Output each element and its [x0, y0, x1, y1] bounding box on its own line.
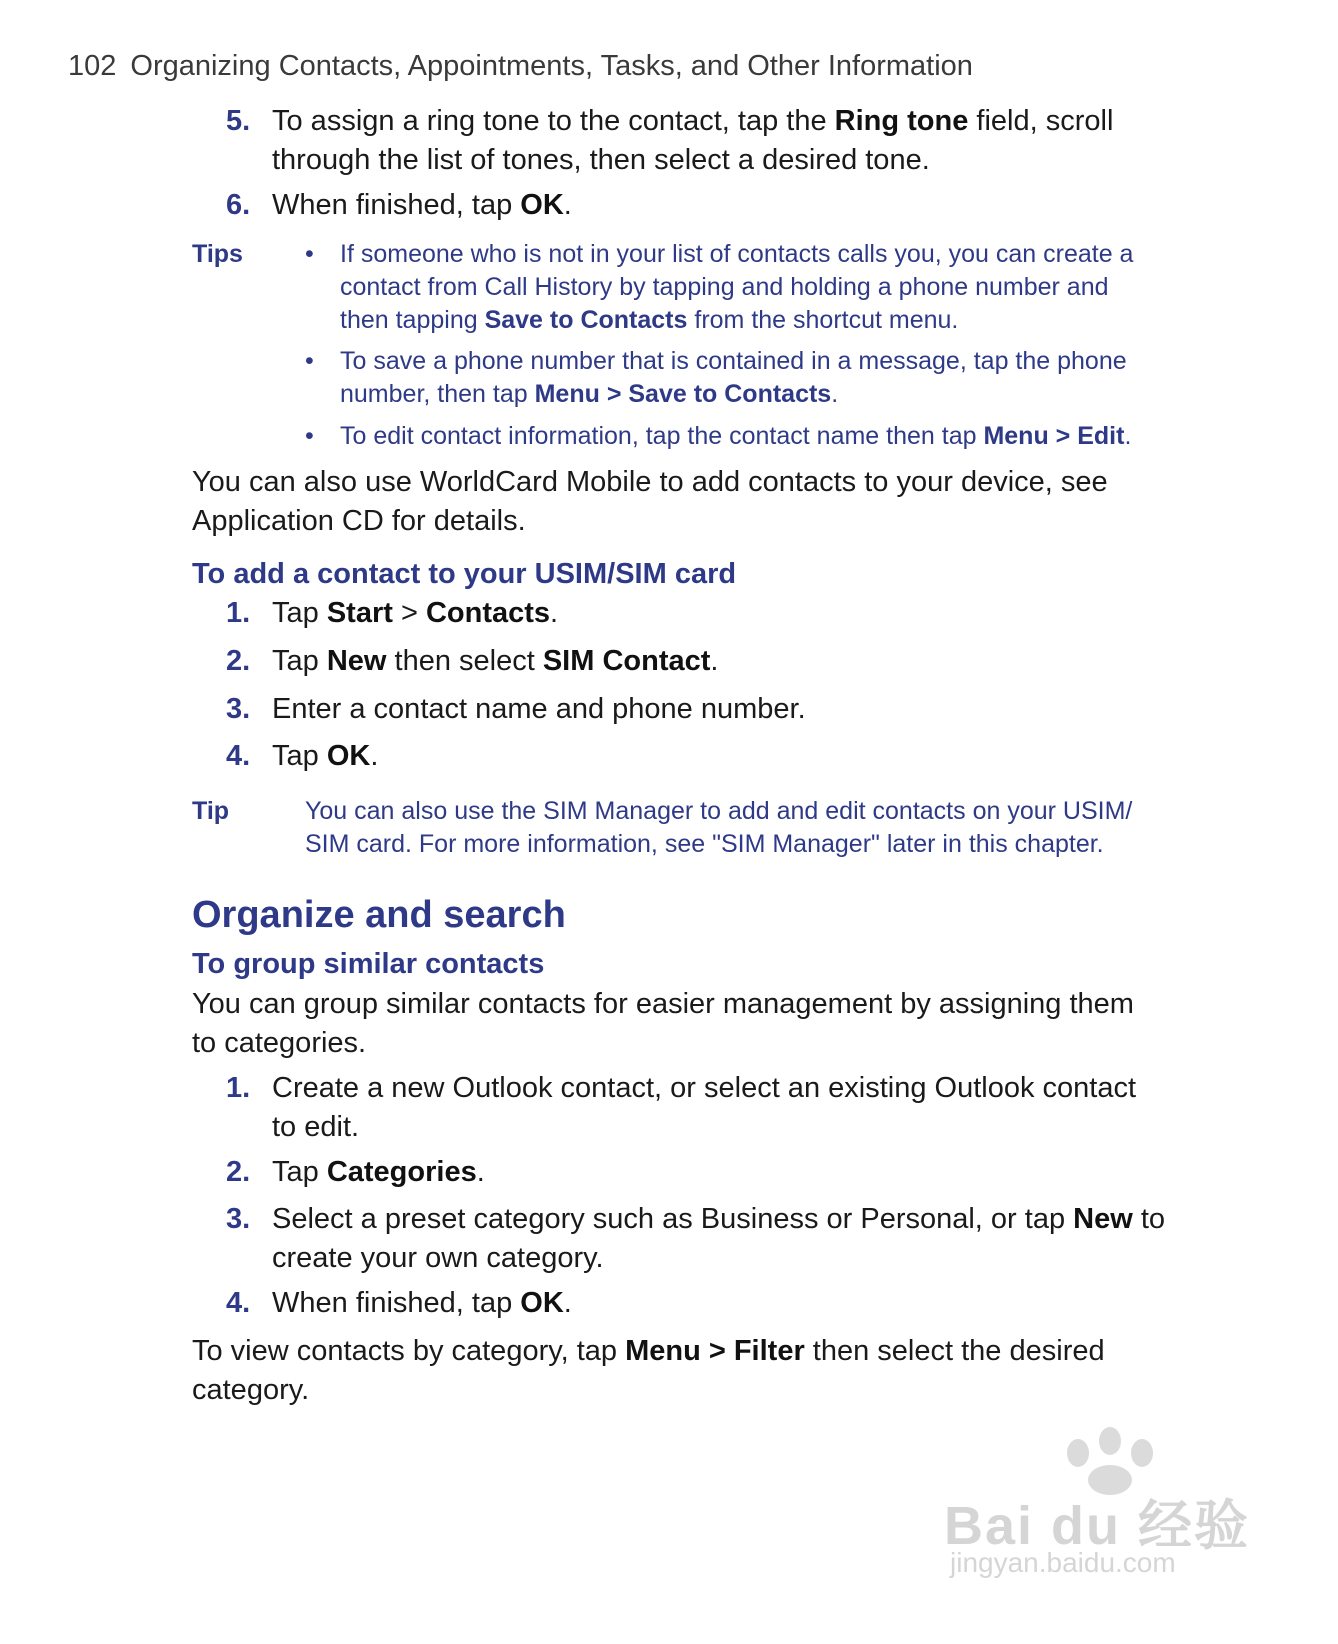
ui-term: New [1073, 1203, 1133, 1235]
step-number: 1. [226, 597, 251, 629]
ui-term: OK [520, 1287, 564, 1319]
step-number: 5. [226, 105, 251, 137]
ui-term: New [326, 645, 387, 677]
ui-term: Start [326, 597, 393, 629]
bullet-icon: • [305, 240, 314, 268]
step-number: 1. [226, 1072, 251, 1104]
step-number: 3. [226, 693, 251, 725]
step-number: 4. [226, 740, 251, 772]
sim-tip: You can also use the SIM Manager to add and edit contacts on your USIM/ SIM card. For more information, see "SIM Manager" later in this chapter. [305, 797, 1133, 858]
manual-page: 102 Organizing Contacts, Appointments, Tasks, and Other Information 5. To assign a ring tone to the contact, tap the Ring tone field, scroll through the list of tones, then select a desired tone. 6. When finished, tap OK. Tips • If someone who is not in your list of contacts calls you, you can create a contact from Call History by tapping and holding a phone number and then tapping Save to Contacts from the shortcut menu. • To save a phone number that is contained in a message, tap the phone number, then tap Menu > Save to Contacts. • To edit contact information, tap the contact name then tap Menu > Edit. You can also use WorldCard Mobile to add contacts to your device, see Application CD for details. To add a contact to your USIM/SIM card 1. Tap Start > Contacts. 2. Tap New then select SIM Contact. 3. Enter a contact name and phone number. 4. Tap OK. Tip You can also use the SIM Manager to add and edit contacts on your USIM/ SIM card. For more information, see "SIM Manager" later in this chapter. Organize and search To group similar contacts You can group similar contacts for easier management by assigning them to categories. 1. Create a new Outlook contact, or select an existing Outlook contact to edit. 2. Tap Categories. 3. Select a preset category such as Business or Personal, or tap New to create your own category. 4. When finished, tap OK. To view contacts by category, tap Menu > Filter then select the desired category. Bai du 经验 jingyan.baidu.com [0, 0, 1338, 1644]
step-text: When finished, tap OK. [272, 189, 572, 221]
group-intro: You can group similar contacts for easier management by assigning them to categories. [192, 988, 1134, 1059]
ui-term: Edit [1077, 422, 1125, 450]
tip-label: Tip [192, 797, 230, 825]
chapter-title: Organizing Contacts, Appointments, Tasks, and Other Information [130, 50, 973, 82]
ui-term: Save to Contacts [628, 380, 832, 408]
step-number: 4. [226, 1287, 251, 1319]
step-text: To assign a ring tone to the contact, tap the Ring tone field, scroll through the list of tones, then select a desired tone. [272, 105, 1114, 176]
section-title: Organize and search [192, 894, 566, 936]
worldcard-paragraph: You can also use WorldCard Mobile to add contacts to your device, see Application CD for details. [192, 466, 1108, 537]
step-number: 3. [226, 1203, 251, 1235]
watermark-brand: Bai du 经验 [944, 1496, 1251, 1556]
ui-term: Categories [326, 1156, 477, 1188]
step-number: 6. [226, 189, 251, 221]
ui-term: Contacts [425, 597, 551, 629]
procedure-heading-group: To group similar contacts [192, 948, 545, 980]
bullet-icon: • [305, 347, 314, 375]
baidu-watermark [940, 1425, 1280, 1585]
procedure-heading-sim: To add a contact to your USIM/SIM card [192, 558, 737, 590]
ui-term: Save to Contacts [484, 306, 688, 334]
ui-term: Filter [733, 1335, 805, 1367]
step-number: 2. [226, 1156, 251, 1188]
page-number: 102 [68, 50, 117, 82]
ui-term: OK [520, 189, 564, 221]
ui-term: Menu [625, 1335, 701, 1367]
ui-term: OK [326, 740, 371, 772]
running-header [68, 50, 973, 83]
ui-term: Ring tone [834, 105, 969, 137]
tips-label: Tips [192, 240, 243, 268]
bullet-icon: • [305, 422, 314, 450]
step-number: 2. [226, 645, 251, 677]
watermark-url: jingyan.baidu.com [950, 1547, 1176, 1578]
closing-paragraph: To view contacts by category, tap Menu > Filter then select the desired category. [192, 1335, 1105, 1406]
ui-term: Menu [534, 380, 600, 408]
ui-term: Menu [983, 422, 1049, 450]
ui-term: SIM Contact [542, 645, 711, 677]
